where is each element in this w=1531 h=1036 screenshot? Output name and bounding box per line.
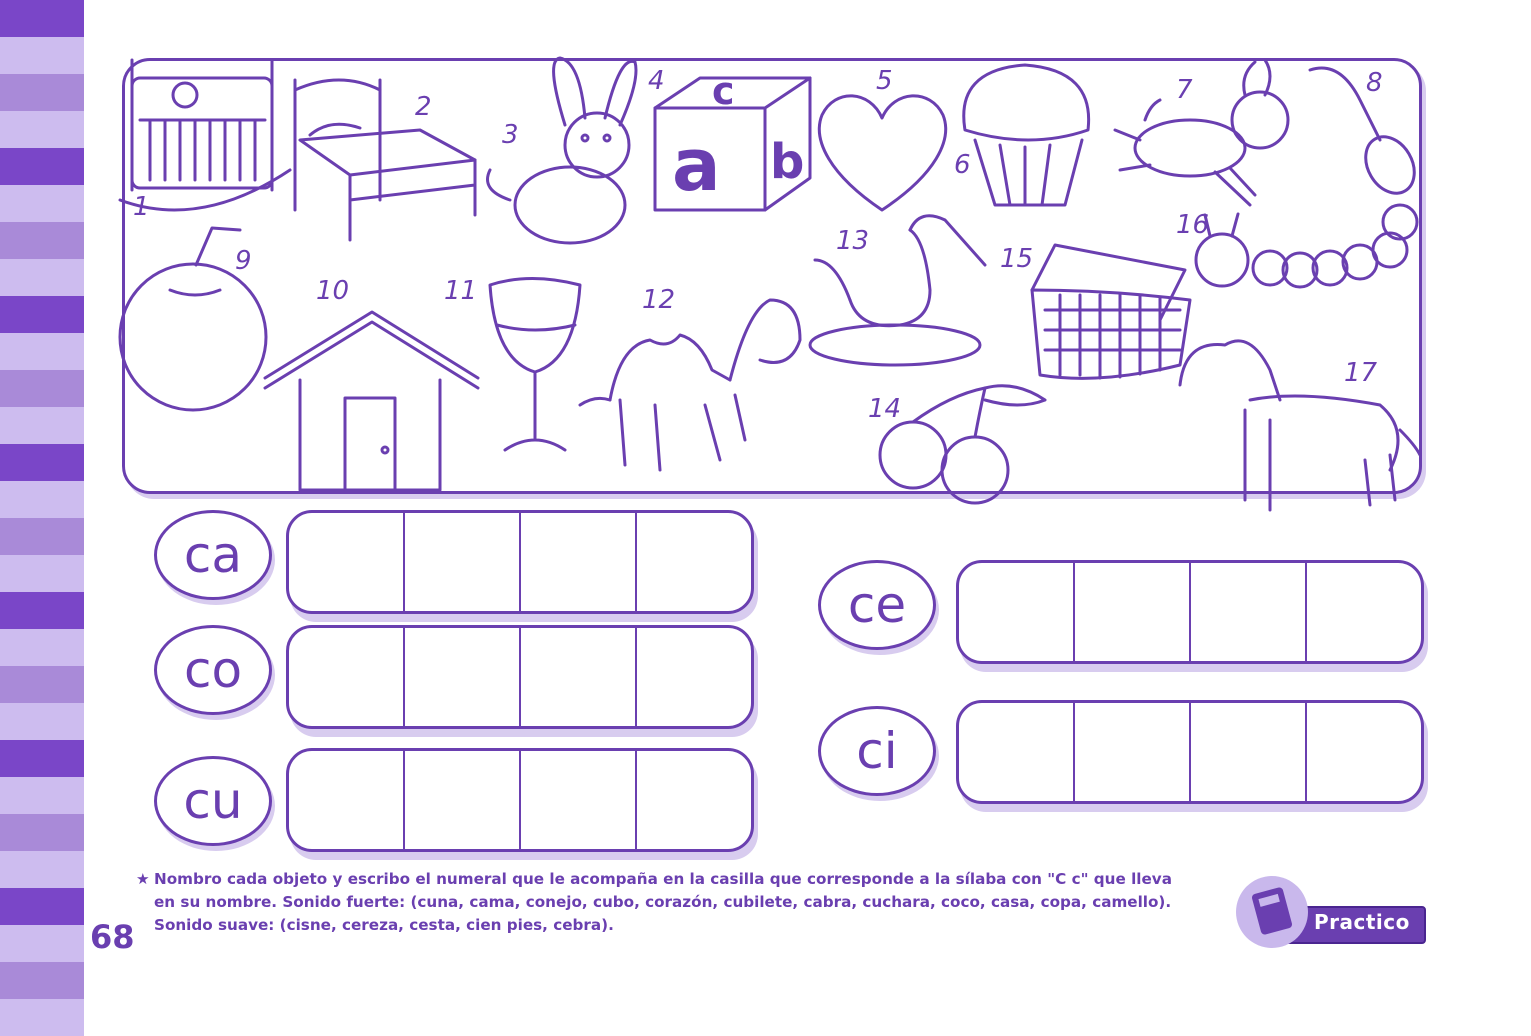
instructions-line-2: en su nombre. Sonido fuerte: (cuna, cama, conejo, cubo, corazón, cubilete, cabra, cuchara, coco, casa, copa, camello). — [154, 893, 1172, 911]
practico-badge — [1236, 876, 1426, 956]
item-number-5: 5 — [876, 66, 893, 96]
answer-cell[interactable] — [521, 628, 637, 726]
answer-row-cu — [286, 748, 754, 852]
item-number-14: 14 — [868, 394, 902, 424]
answer-row-co — [286, 625, 754, 729]
syllable-co: co — [154, 625, 272, 715]
notebook-icon-glyph — [1236, 876, 1308, 948]
answer-cell[interactable] — [637, 628, 751, 726]
cradle-icon — [120, 60, 290, 210]
item-number-4: 4 — [648, 66, 665, 96]
answer-cell[interactable] — [405, 751, 521, 849]
answer-cell[interactable] — [1307, 563, 1421, 661]
item-number-2: 2 — [415, 92, 432, 122]
syllable-cu: cu — [154, 756, 272, 846]
answer-cell[interactable] — [289, 513, 405, 611]
syllable-ce: ce — [818, 560, 936, 650]
item-number-11: 11 — [444, 276, 478, 306]
instructions-line-1: Nombro cada objeto y escribo el numeral que le acompaña en la casilla que corresponde a la sílaba con "C c" que lleva — [154, 870, 1172, 888]
rabbit-icon — [488, 58, 637, 243]
answer-cell[interactable] — [959, 703, 1075, 801]
answer-cell[interactable] — [289, 628, 405, 726]
answer-cell[interactable] — [521, 513, 637, 611]
basket-icon — [1032, 245, 1190, 378]
item-number-3: 3 — [502, 120, 519, 150]
answer-cell[interactable] — [1307, 703, 1421, 801]
answer-cell[interactable] — [521, 751, 637, 849]
cube-letter-c: c — [712, 69, 735, 113]
goat-icon — [1115, 60, 1288, 205]
answer-cell[interactable] — [637, 513, 751, 611]
zebra-icon — [1180, 341, 1420, 510]
item-number-6: 6 — [954, 150, 971, 180]
house-icon — [265, 312, 478, 490]
item-number-15: 15 — [1000, 244, 1034, 274]
star-icon: ★ — [136, 870, 150, 888]
heart-icon — [819, 96, 945, 210]
instructions-line-3: Sonido suave: (cisne, cereza, cesta, cien pies, cebra). — [154, 916, 614, 934]
item-number-7: 7 — [1176, 75, 1193, 105]
wine-glass-icon — [490, 279, 580, 451]
item-number-12: 12 — [642, 285, 676, 315]
answer-cell[interactable] — [1075, 563, 1191, 661]
cherries-icon — [880, 386, 1045, 503]
answer-cell[interactable] — [637, 751, 751, 849]
item-number-17: 17 — [1344, 358, 1378, 388]
item-number-10: 10 — [316, 276, 350, 306]
badge-label: Practico — [1314, 910, 1410, 934]
answer-cell[interactable] — [405, 628, 521, 726]
cube-letter-a: a — [672, 123, 721, 207]
camel-icon — [580, 300, 800, 470]
syllable-ca: ca — [154, 510, 272, 600]
bed-icon — [295, 80, 475, 240]
answer-row-ca — [286, 510, 754, 614]
answer-cell[interactable] — [1075, 703, 1191, 801]
answer-cell[interactable] — [289, 751, 405, 849]
item-number-16: 16 — [1176, 210, 1210, 240]
answer-cell[interactable] — [405, 513, 521, 611]
item-number-13: 13 — [836, 226, 870, 256]
item-number-9: 9 — [235, 246, 252, 276]
answer-row-ce — [956, 560, 1424, 664]
caterpillar-icon — [1196, 205, 1417, 287]
syllable-ci: ci — [818, 706, 936, 796]
page-number: 68 — [90, 918, 135, 956]
cupcake-icon — [964, 65, 1089, 205]
instructions — [136, 868, 1216, 937]
cube-letter-b: b — [770, 134, 805, 190]
item-number-8: 8 — [1366, 68, 1383, 98]
answer-cell[interactable] — [1191, 563, 1307, 661]
answer-cell[interactable] — [1191, 703, 1307, 801]
answer-row-ci — [956, 700, 1424, 804]
answer-cell[interactable] — [959, 563, 1075, 661]
item-number-1: 1 — [133, 192, 150, 222]
notebook-icon — [1236, 876, 1308, 948]
side-stripe — [0, 999, 84, 1036]
